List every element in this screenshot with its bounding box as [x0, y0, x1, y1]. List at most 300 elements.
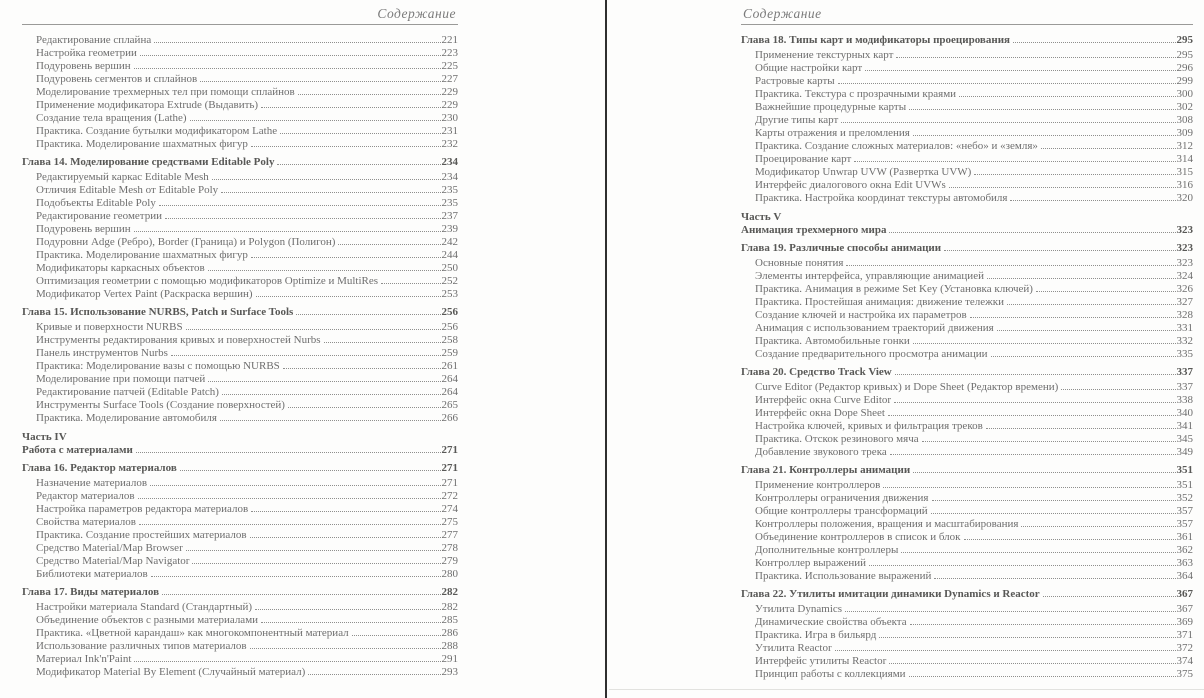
entry-title: Объединение контроллеров в список и блок — [755, 531, 961, 543]
dot-leader — [222, 394, 441, 395]
dot-leader — [846, 265, 1175, 266]
toc-entry — [22, 653, 458, 666]
entry-page-number: 331 — [1176, 322, 1193, 334]
page-gutter-line — [605, 0, 607, 698]
dot-leader — [889, 663, 1175, 664]
entry-page-number: 362 — [1176, 544, 1193, 556]
toc-entry — [22, 490, 458, 503]
entry-page-number: 235 — [441, 184, 458, 196]
dot-leader — [1036, 291, 1176, 292]
toc-entry — [22, 503, 458, 516]
toc-entry — [22, 614, 458, 627]
entry-page-number: 296 — [1176, 62, 1193, 74]
entry-page-number: 323 — [1176, 257, 1193, 269]
dot-leader — [949, 187, 1176, 188]
toc-entry — [741, 366, 1193, 379]
entry-page-number: 337 — [1176, 381, 1193, 393]
toc-entry — [741, 270, 1193, 283]
dot-leader — [261, 622, 440, 623]
entry-title: Инструменты редактирования кривых и поверхностей Nurbs — [36, 334, 321, 346]
entry-title: Интерфейс утилиты Reactor — [755, 655, 887, 667]
dot-leader — [889, 232, 1175, 233]
toc-entry — [22, 112, 458, 125]
toc-page-left — [22, 6, 458, 679]
dot-leader — [251, 511, 440, 512]
dot-leader — [909, 109, 1175, 110]
page-header-right: Содержание — [743, 6, 822, 21]
dot-leader — [200, 81, 440, 82]
dot-leader — [171, 355, 441, 356]
dot-leader — [1021, 526, 1175, 527]
toc-entry — [741, 505, 1193, 518]
dot-leader — [280, 133, 440, 134]
dot-leader — [151, 576, 441, 577]
toc-entry — [741, 166, 1193, 179]
entry-page-number: 223 — [441, 47, 458, 59]
entry-page-number: 271 — [441, 444, 458, 456]
toc-entry — [741, 211, 1193, 224]
entry-title: Редактирование геометрии — [36, 210, 163, 222]
toc-entry — [741, 588, 1193, 601]
entry-title: Практика. Настройка координат текстуры автомобиля — [755, 192, 1008, 204]
dot-leader — [934, 578, 1175, 579]
entry-page-number: 300 — [1176, 88, 1193, 100]
entry-page-number: 256 — [441, 306, 458, 318]
toc-entry — [22, 73, 458, 86]
toc-entry — [22, 373, 458, 386]
entry-title: Основные понятия — [755, 257, 844, 269]
toc-entry — [741, 479, 1193, 492]
entry-title: Глава 17. Виды материалов — [22, 586, 160, 598]
dot-leader — [986, 428, 1176, 429]
dot-leader — [932, 500, 1176, 501]
dot-leader — [944, 250, 1175, 251]
toc-entry — [741, 114, 1193, 127]
entry-page-number: 364 — [1176, 570, 1193, 582]
entry-title: Практика. Текстура с прозрачными краями — [755, 88, 957, 100]
toc-entry — [22, 412, 458, 425]
entry-title: Средство Material/Map Browser — [36, 542, 183, 554]
entry-title: Глава 15. Использование NURBS, Patch и Surface Tools — [22, 306, 294, 318]
dot-leader — [959, 96, 1175, 97]
entry-page-number: 375 — [1176, 668, 1193, 680]
toc-entry — [741, 407, 1193, 420]
dot-leader — [192, 563, 440, 564]
entry-page-number: 351 — [1176, 479, 1193, 491]
dot-leader — [910, 624, 1176, 625]
toc-entry — [22, 386, 458, 399]
entry-title: Интерфейс окна Curve Editor — [755, 394, 892, 406]
entry-page-number: 338 — [1176, 394, 1193, 406]
dot-leader — [896, 57, 1175, 58]
toc-entry — [22, 138, 458, 151]
entry-page-number: 324 — [1176, 270, 1193, 282]
entry-title: Работа с материалами — [22, 444, 133, 456]
dot-leader — [1043, 596, 1176, 597]
entry-title: Анимация трехмерного мира — [741, 224, 887, 236]
entry-title: Библиотеки материалов — [36, 568, 148, 580]
dot-leader — [165, 218, 440, 219]
dot-leader — [879, 637, 1175, 638]
entry-title: Глава 21. Контроллеры анимации — [741, 464, 911, 476]
entry-page-number: 237 — [441, 210, 458, 222]
dot-leader — [220, 420, 441, 421]
entry-title: Практика. Простейшая анимация: движение тележки — [755, 296, 1004, 308]
entry-title: Практика. Создание простейших материалов — [36, 529, 247, 541]
toc-entry — [741, 283, 1193, 296]
dot-leader — [838, 83, 1176, 84]
toc-entry — [22, 86, 458, 99]
entry-title: Модификаторы каркасных объектов — [36, 262, 205, 274]
entry-page-number: 265 — [441, 399, 458, 411]
entry-page-number: 285 — [441, 614, 458, 626]
entry-title: Инструменты Surface Tools (Создание поверхностей) — [36, 399, 285, 411]
entry-title: Подуровень сегментов и сплайнов — [36, 73, 198, 85]
entry-title: Анимация с использованием траекторий движения — [755, 322, 994, 334]
entry-page-number: 337 — [1176, 366, 1193, 378]
entry-title: Общие настройки карт — [755, 62, 863, 74]
entry-page-number: 278 — [441, 542, 458, 554]
dot-leader — [913, 135, 1176, 136]
dot-leader — [841, 122, 1175, 123]
entry-page-number: 349 — [1176, 446, 1193, 458]
entry-title: Средство Material/Map Navigator — [36, 555, 190, 567]
toc-entry — [741, 296, 1193, 309]
entry-title: Проецирование карт — [755, 153, 852, 165]
entry-page-number: 275 — [441, 516, 458, 528]
dot-leader — [987, 278, 1176, 279]
entry-title: Подуровни Adge (Ребро), Border (Граница) и Polygon (Полигон) — [36, 236, 336, 248]
entry-title: Общие контроллеры трансформаций — [755, 505, 928, 517]
dot-leader — [1041, 148, 1176, 149]
entry-page-number: 264 — [441, 386, 458, 398]
toc-entry — [741, 446, 1193, 459]
entry-title: Создание тела вращения (Lathe) — [36, 112, 187, 124]
toc-entry — [22, 223, 458, 236]
toc-entry — [741, 322, 1193, 335]
toc-entry — [741, 557, 1193, 570]
entry-page-number: 230 — [441, 112, 458, 124]
toc-entry — [22, 249, 458, 262]
entry-page-number: 282 — [441, 601, 458, 613]
dot-leader — [159, 205, 441, 206]
entry-page-number: 280 — [441, 568, 458, 580]
entry-page-number: 252 — [441, 275, 458, 287]
dot-leader — [256, 296, 441, 297]
toc-entry — [741, 616, 1193, 629]
entry-page-number: 291 — [441, 653, 458, 665]
entry-page-number: 361 — [1176, 531, 1193, 543]
toc-entry — [22, 262, 458, 275]
entry-title: Глава 16. Редактор материалов — [22, 462, 177, 474]
toc-entry — [741, 492, 1193, 505]
entry-page-number: 326 — [1176, 283, 1193, 295]
toc-list-left — [22, 34, 458, 679]
toc-entry — [741, 192, 1193, 205]
entry-title: Редактируемый каркас Editable Mesh — [36, 171, 209, 183]
dot-leader — [283, 368, 441, 369]
toc-entry — [22, 555, 458, 568]
entry-page-number: 371 — [1176, 629, 1193, 641]
entry-title: Редактор материалов — [36, 490, 135, 502]
dot-leader — [913, 343, 1176, 344]
toc-entry — [741, 544, 1193, 557]
toc-entry — [22, 640, 458, 653]
entry-page-number: 286 — [441, 627, 458, 639]
entry-page-number: 271 — [441, 477, 458, 489]
entry-title: Элементы интерфейса, управляющие анимацией — [755, 270, 984, 282]
entry-page-number: 345 — [1176, 433, 1193, 445]
dot-leader — [324, 342, 441, 343]
entry-title: Объединение объектов с разными материалами — [36, 614, 259, 626]
entry-page-number: 235 — [441, 197, 458, 209]
dot-leader — [970, 317, 1176, 318]
dot-leader — [208, 381, 440, 382]
toc-page-right — [741, 6, 1193, 681]
entry-page-number: 271 — [441, 462, 458, 474]
entry-title: Практика. Создание сложных материалов: «небо» и «земля» — [755, 140, 1038, 152]
dot-leader — [288, 407, 441, 408]
dot-leader — [974, 174, 1175, 175]
dot-leader — [186, 329, 441, 330]
dot-leader — [890, 454, 1176, 455]
dot-leader — [1007, 304, 1176, 305]
dot-leader — [922, 441, 1176, 442]
dot-leader — [212, 179, 441, 180]
entry-title: Динамические свойства объекта — [755, 616, 907, 628]
entry-page-number: 227 — [441, 73, 458, 85]
dot-leader — [895, 374, 1176, 375]
entry-page-number: 374 — [1176, 655, 1193, 667]
entry-title: Настройка геометрии — [36, 47, 137, 59]
entry-page-number: 357 — [1176, 505, 1193, 517]
entry-page-number: 234 — [441, 156, 458, 168]
entry-page-number: 341 — [1176, 420, 1193, 432]
toc-entry — [22, 586, 458, 599]
toc-entry — [741, 242, 1193, 255]
entry-title: Глава 22. Утилиты имитации динамики Dynamics и Reactor — [741, 588, 1040, 600]
entry-title: Часть V — [741, 211, 782, 223]
toc-entry — [741, 570, 1193, 583]
dot-leader — [901, 552, 1175, 553]
entry-title: Настройки материала Standard (Стандартный) — [36, 601, 253, 613]
entry-page-number: 369 — [1176, 616, 1193, 628]
entry-page-number: 316 — [1176, 179, 1193, 191]
toc-entry — [22, 210, 458, 223]
entry-page-number: 244 — [441, 249, 458, 261]
dot-leader — [991, 356, 1176, 357]
toc-entry — [22, 288, 458, 301]
entry-title: Подуровень вершин — [36, 223, 131, 235]
entry-title: Растровые карты — [755, 75, 835, 87]
toc-entry — [741, 381, 1193, 394]
entry-title: Отличия Editable Mesh от Editable Poly — [36, 184, 219, 196]
dot-leader — [854, 161, 1175, 162]
toc-entry — [741, 531, 1193, 544]
toc-entry — [22, 156, 458, 169]
toc-entry — [741, 348, 1193, 361]
dot-leader — [162, 594, 440, 595]
toc-entry — [741, 153, 1193, 166]
dot-leader — [883, 487, 1175, 488]
entry-title: Свойства материалов — [36, 516, 136, 528]
dot-leader — [221, 192, 440, 193]
entry-page-number: 299 — [1176, 75, 1193, 87]
dot-leader — [255, 609, 440, 610]
toc-entry — [741, 394, 1193, 407]
entry-page-number: 231 — [441, 125, 458, 137]
toc-entry — [741, 224, 1193, 237]
toc-entry — [741, 49, 1193, 62]
toc-entry — [22, 666, 458, 679]
entry-title: Практика. Анимация в режиме Set Key (Установка ключей) — [755, 283, 1033, 295]
toc-entry — [741, 34, 1193, 47]
entry-page-number: 229 — [441, 99, 458, 111]
dot-leader — [134, 231, 441, 232]
entry-title: Применение модификатора Extrude (Выдавить) — [36, 99, 259, 111]
toc-entry — [22, 306, 458, 319]
toc-entry — [741, 433, 1193, 446]
entry-page-number: 295 — [1176, 49, 1193, 61]
entry-title: Создание предварительного просмотра анимации — [755, 348, 988, 360]
entry-title: Глава 14. Моделирование средствами Editable Poly — [22, 156, 275, 168]
dot-leader — [296, 314, 440, 315]
entry-page-number: 258 — [441, 334, 458, 346]
entry-title: Практика. Игра в бильярд — [755, 629, 877, 641]
entry-page-number: 272 — [441, 490, 458, 502]
entry-title: Практика. Моделирование шахматных фигур — [36, 138, 248, 150]
page-header-left: Содержание — [377, 6, 456, 21]
entry-title: Оптимизация геометрии с помощью модификаторов Optimize и MultiRes — [36, 275, 379, 287]
entry-page-number: 332 — [1176, 335, 1193, 347]
entry-title: Интерфейс окна Dope Sheet — [755, 407, 885, 419]
page-edge-shadow — [609, 689, 1204, 690]
toc-entry — [22, 399, 458, 412]
entry-page-number: 320 — [1176, 192, 1193, 204]
entry-page-number: 357 — [1176, 518, 1193, 530]
toc-entry — [22, 529, 458, 542]
dot-leader — [352, 635, 441, 636]
toc-entry — [741, 101, 1193, 114]
entry-title: Практика. «Цветной карандаш» как многокомпонентный материал — [36, 627, 349, 639]
entry-title: Использование различных типов материалов — [36, 640, 247, 652]
entry-title: Редактирование сплайна — [36, 34, 152, 46]
toc-entry — [22, 462, 458, 475]
dot-leader — [250, 537, 441, 538]
dot-leader — [134, 68, 441, 69]
dot-leader — [186, 550, 441, 551]
dot-leader — [997, 330, 1176, 331]
entry-title: Кривые и поверхности NURBS — [36, 321, 183, 333]
dot-leader — [139, 524, 441, 525]
entry-title: Настройка ключей, кривых и фильтрация треков — [755, 420, 983, 432]
toc-entry — [741, 629, 1193, 642]
entry-title: Контроллер выражений — [755, 557, 867, 569]
toc-entry — [22, 360, 458, 373]
dot-leader — [150, 485, 440, 486]
entry-page-number: 279 — [441, 555, 458, 567]
dot-leader — [140, 55, 441, 56]
entry-title: Утилита Dynamics — [755, 603, 843, 615]
entry-page-number: 328 — [1176, 309, 1193, 321]
entry-page-number: 277 — [441, 529, 458, 541]
entry-page-number: 372 — [1176, 642, 1193, 654]
toc-entry — [741, 668, 1193, 681]
entry-title: Практика. Моделирование шахматных фигур — [36, 249, 248, 261]
toc-entry — [741, 257, 1193, 270]
entry-page-number: 232 — [441, 138, 458, 150]
entry-page-number: 250 — [441, 262, 458, 274]
dot-leader — [869, 565, 1175, 566]
dot-leader — [909, 676, 1176, 677]
toc-entry — [741, 335, 1193, 348]
toc-entry — [741, 140, 1193, 153]
entry-title: Глава 19. Различные способы анимации — [741, 242, 942, 254]
entry-page-number: 312 — [1176, 140, 1193, 152]
toc-entry — [22, 321, 458, 334]
toc-entry — [741, 420, 1193, 433]
toc-entry — [22, 60, 458, 73]
dot-leader — [381, 283, 440, 284]
toc-entry — [22, 171, 458, 184]
entry-title: Моделирование трехмерных тел при помощи сплайнов — [36, 86, 295, 98]
toc-entry — [22, 236, 458, 249]
entry-title: Создание ключей и настройка их параметров — [755, 309, 967, 321]
toc-entry — [22, 627, 458, 640]
toc-entry — [741, 75, 1193, 88]
entry-title: Утилита Reactor — [755, 642, 832, 654]
dot-leader — [931, 513, 1176, 514]
header-rule-right — [741, 24, 1193, 25]
entry-page-number: 274 — [441, 503, 458, 515]
dot-leader — [251, 146, 441, 147]
toc-entry — [22, 275, 458, 288]
entry-page-number: 315 — [1176, 166, 1193, 178]
entry-page-number: 288 — [441, 640, 458, 652]
entry-title: Интерфейс диалогового окна Edit UVWs — [755, 179, 946, 191]
toc-entry — [741, 464, 1193, 477]
entry-title: Редактирование патчей (Editable Patch) — [36, 386, 219, 398]
entry-page-number: 308 — [1176, 114, 1193, 126]
dot-leader — [1013, 42, 1176, 43]
entry-page-number: 323 — [1176, 242, 1193, 254]
dot-leader — [913, 472, 1175, 473]
entry-page-number: 225 — [441, 60, 458, 72]
entry-page-number: 282 — [441, 586, 458, 598]
entry-page-number: 351 — [1176, 464, 1193, 476]
entry-page-number: 264 — [441, 373, 458, 385]
entry-title: Дополнительные контроллеры — [755, 544, 899, 556]
dot-leader — [835, 650, 1176, 651]
entry-page-number: 229 — [441, 86, 458, 98]
entry-title: Практика. Использование выражений — [755, 570, 932, 582]
entry-page-number: 253 — [441, 288, 458, 300]
toc-entry — [741, 518, 1193, 531]
toc-entry — [22, 47, 458, 60]
entry-title: Принцип работы с коллекциями — [755, 668, 906, 680]
entry-page-number: 221 — [441, 34, 458, 46]
entry-title: Назначение материалов — [36, 477, 148, 489]
entry-page-number: 309 — [1176, 127, 1193, 139]
entry-page-number: 293 — [441, 666, 458, 678]
dot-leader — [964, 539, 1176, 540]
dot-leader — [894, 402, 1175, 403]
dot-leader — [261, 107, 440, 108]
dot-leader — [138, 498, 441, 499]
entry-title: Модификатор Material By Element (Случайный материал) — [36, 666, 306, 678]
toc-entry — [741, 655, 1193, 668]
dot-leader — [338, 244, 440, 245]
